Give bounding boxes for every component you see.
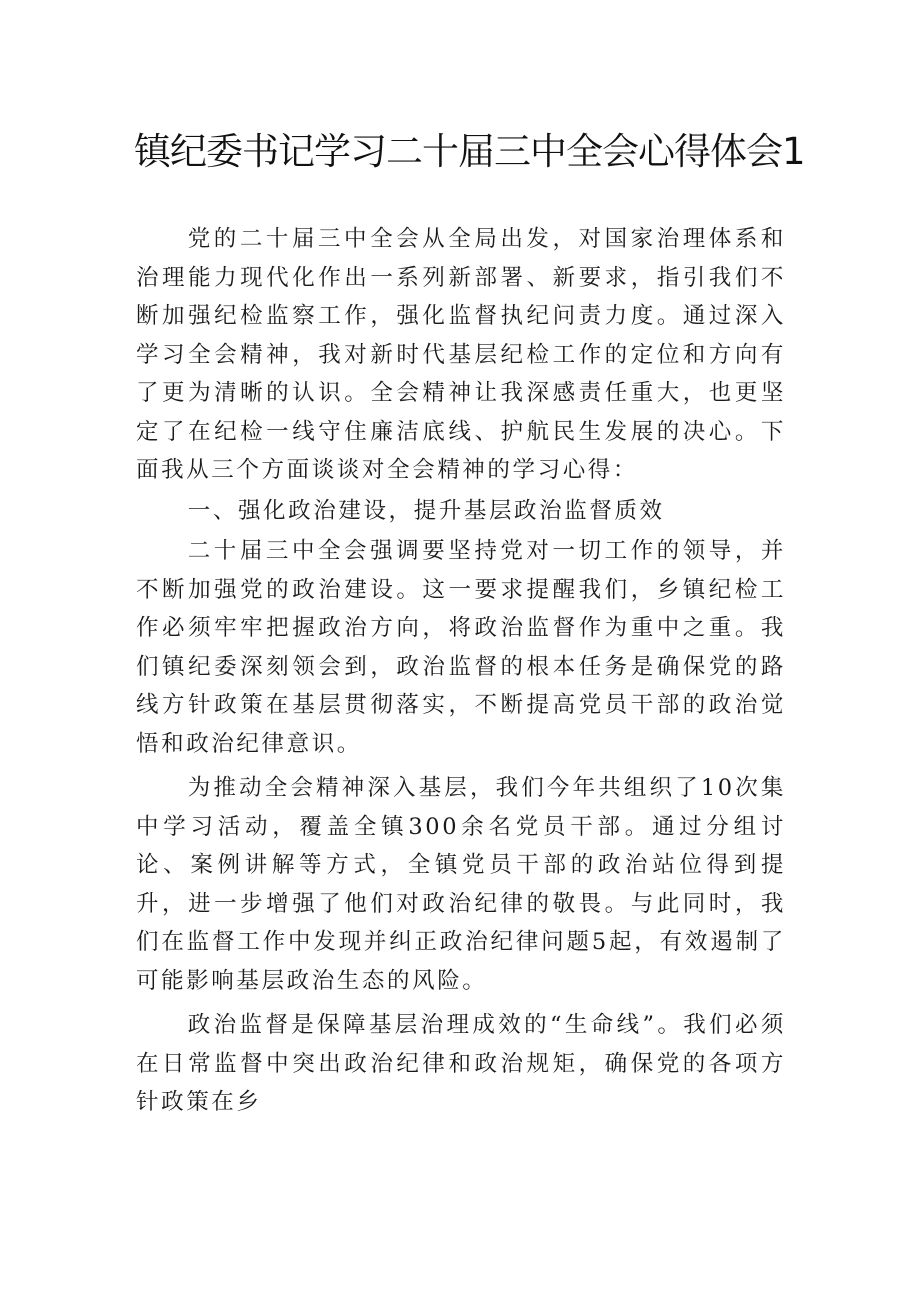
section-heading-1: 一、强化政治建设，提升基层政治监督质效 [187,497,665,524]
document-body [136,220,786,1122]
body-paragraph: 为推动全会精神深入基层，我们今年共组织了10次集中学习活动，覆盖全镇300余名党员干部。通过分组讨论、案例讲解等方式，全镇党员干部的政治站位得到提升，进一步增强了他们对政治纪律的敬畏。与此同时，我们在监督工作中发现并纠正政治纪律问题5起，有效遏制了可能影响基层政治生态的风险。 [136,775,786,994]
body-paragraph: 政治监督是保障基层治理成效的“生命线”。我们必须在日常监督中突出政治纪律和政治规矩，确保党的各项方针政策在乡 [136,1012,786,1115]
document-title: 镇纪委书记学习二十届三中全会心得体会1 [134,130,805,173]
intro-paragraph: 党的二十届三中全会从全局出发，对国家治理体系和治理能力现代化作出一系列新部署、新要求，指引我们不断加强纪检监察工作，强化监督执纪问责力度。通过深入学习全会精神，我对新时代基层纪检工作的定位和方向有了更为清晰的认识。全会精神让我深感责任重大，也更坚定了在纪检一线守住廉洁底线、护航民生发展的决心。下面我从三个方面谈谈对全会精神的学习心得： [136,226,786,483]
body-paragraph: 二十届三中全会强调要坚持党对一切工作的领导，并不断加强党的政治建设。这一要求提醒我们，乡镇纪检工作必须牢牢把握政治方向，将政治监督作为重中之重。我们镇纪委深刻领会到，政治监督的根本任务是确保党的路线方针政策在基层贯彻落实，不断提高党员干部的政治觉悟和政治纪律意识。 [136,538,786,757]
